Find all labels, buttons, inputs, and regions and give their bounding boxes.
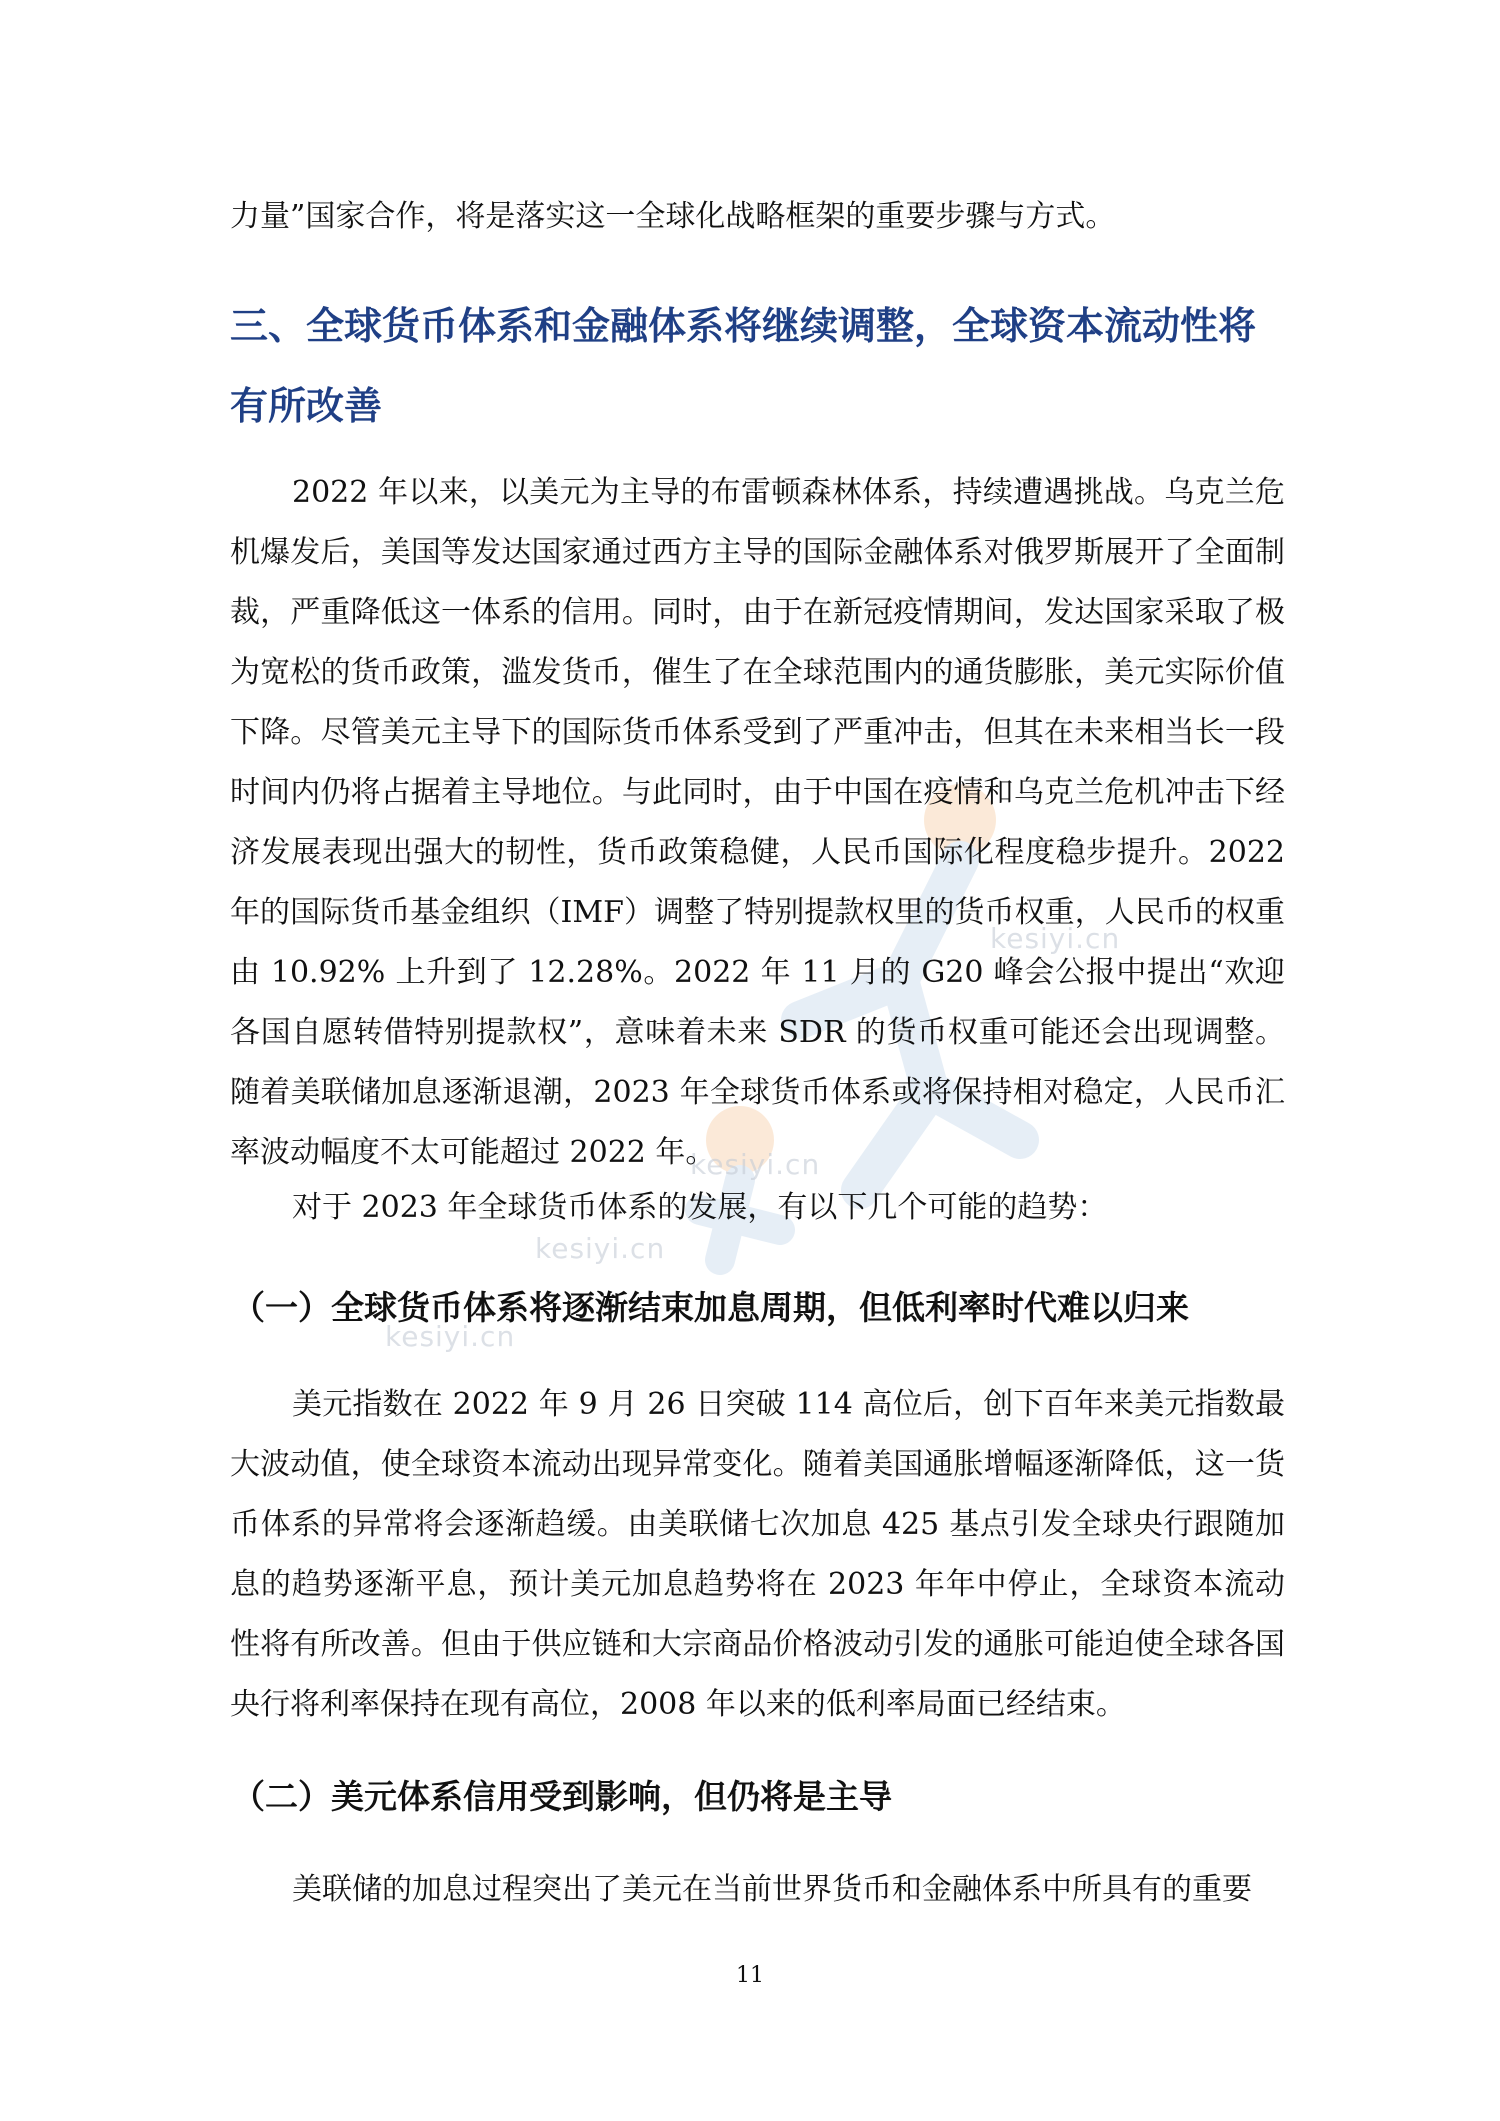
watermark-text: kesiyi.cn — [385, 1320, 516, 1353]
section-heading: 三、全球货币体系和金融体系将继续调整，全球资本流动性将有所改善 — [230, 304, 1257, 428]
body-paragraph: 美联储的加息过程突出了美元在当前世界货币和金融体系中所具有的重要 — [292, 1872, 1252, 1907]
page-number: 11 — [736, 1963, 764, 1988]
body-paragraph: 2022 年以来，以美元为主导的布雷顿森林体系，持续遭遇挑战。乌克兰危机爆发后，美国等发达国家通过西方主导的国际金融体系对俄罗斯展开了全面制裁，严重降低这一体系的信用。同时，由于在新冠疫情期间，发达国家采取了极为宽松的货币政策，滥发货币，催生了在全球范围内的通货膨胀，美元实际价值下降。尽管美元主导下的国际货币体系受到了严重冲击，但其在未来相当长一段时间内仍将占据着主导地位。与此同时，由于中国在疫情和乌克兰危机冲击下经济发展表现出强大的韧性，货币政策稳健，人民币国际化程度稳步提升。2022 年的国际货币基金组织（IMF）调整了特别提款权里的货币权重，人民币的权重由 10.92% 上升到了 12.28%。2022 年 11 月的 G20 峰会公报中提出“欢迎各国自愿转借特别提款权”，意味着未来 SDR 的货币权重可能还会出现调整。随着美联储加息逐渐退潮，2023 年全球货币体系或将保持相对稳定，人民币汇率波动幅度不太可能超过 2022 年。 — [230, 475, 1285, 1170]
subsection-heading: （二）美元体系信用受到影响，但仍将是主导 — [232, 1777, 892, 1816]
body-paragraph: 美元指数在 2022 年 9 月 26 日突破 114 高位后，创下百年来美元指数最大波动值，使全球资本流动出现异常变化。随着美国通胀增幅逐渐降低，这一货币体系的异常将会逐渐趋缓。由美联储七次加息 425 基点引发全球央行跟随加息的趋势逐渐平息，预计美元加息趋势将在 2023 年年中停止，全球资本流动性将有所改善。但由于供应链和大宗商品价格波动引发的通胀可能迫使全球各国央行将利率保持在现有高位，2008 年以来的低利率局面已经结束。 — [230, 1387, 1285, 1722]
watermark-text: kesiyi.cn — [690, 1148, 821, 1181]
watermark-text: kesiyi.cn — [535, 1232, 666, 1265]
watermark-text: kesiyi.cn — [990, 922, 1121, 955]
continuation-paragraph: 力量”国家合作，将是落实这一全球化战略框架的重要步骤与方式。 — [230, 199, 1116, 234]
subsection-heading: （一）全球货币体系将逐渐结束加息周期，但低利率时代难以归来 — [232, 1288, 1189, 1327]
body-paragraph: 对于 2023 年全球货币体系的发展，有以下几个可能的趋势： — [292, 1190, 1108, 1225]
